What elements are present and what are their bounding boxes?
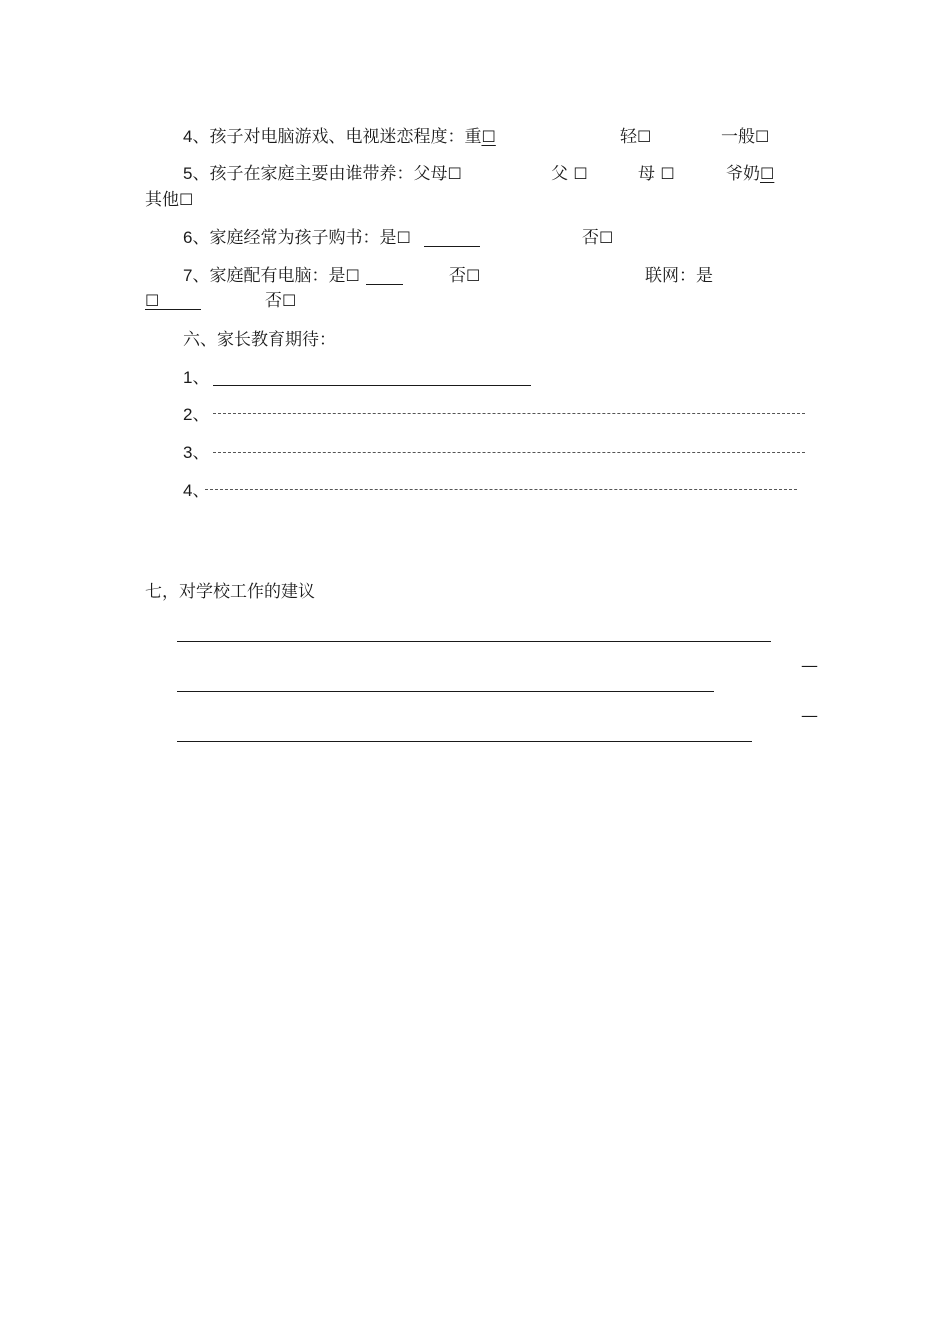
q7-internet-no-label: 否 <box>265 291 282 311</box>
q7-internet-yes-checkbox[interactable]: ☐ <box>145 291 160 310</box>
q4-option-light <box>620 127 651 147</box>
expectation-item-3-number: 3 <box>183 443 193 462</box>
q4-text: 、孩子对电脑游戏、电视迷恋程度： <box>192 127 465 147</box>
suggestion-dash-1: — <box>801 656 818 676</box>
expectation-item-3-sep: 、 <box>192 443 210 463</box>
expectation-item-1-number: 1 <box>183 368 193 387</box>
suggestion-dash-2: — <box>801 706 818 726</box>
q5-option-father-checkbox[interactable]: ☐ <box>573 164 588 183</box>
expectation-item-4-number: 4 <box>183 481 193 500</box>
q7-text: 、家庭配有电脑： <box>192 266 329 286</box>
q7-internet-yes-box <box>145 291 159 311</box>
q5-option-other <box>145 190 193 210</box>
q5-option-grandparents-checkbox[interactable]: ☐ <box>760 164 775 183</box>
q5-option-mother-checkbox[interactable]: ☐ <box>660 164 675 183</box>
q7-line <box>183 266 360 286</box>
q4-number: 4 <box>183 127 193 146</box>
q5-option-other-label: 其他 <box>145 190 179 210</box>
q4-option-heavy-label: 重 <box>464 127 482 147</box>
q6-text: 、家庭经常为孩子购书： <box>192 228 380 248</box>
q4-option-medium-checkbox[interactable]: ☐ <box>755 127 770 146</box>
q7-option-no-checkbox[interactable]: ☐ <box>466 266 481 285</box>
q6-line <box>183 228 411 248</box>
q7-internet-yes-underline <box>145 309 201 310</box>
q7-internet-no-checkbox[interactable]: ☐ <box>282 291 297 310</box>
q6-number: 6 <box>183 228 193 247</box>
q6-option-no <box>582 228 613 248</box>
q7-number: 7 <box>183 266 193 285</box>
q7-yes-underline <box>366 284 403 285</box>
q5-option-mother <box>638 164 675 184</box>
suggestion-input-3[interactable] <box>177 741 752 742</box>
q7-option-no <box>449 266 480 286</box>
q7-option-yes-label: 是 <box>328 266 346 286</box>
q5-option-father-label: 父 <box>551 164 568 184</box>
q7-internet <box>645 266 713 286</box>
q5-option-grandparents <box>726 164 774 184</box>
q6-option-no-label: 否 <box>582 228 599 248</box>
expectation-input-2[interactable] <box>213 413 805 414</box>
expectation-item-2-sep: 、 <box>192 405 210 425</box>
q7-internet-label: 联网： <box>645 266 696 286</box>
q4-option-light-checkbox[interactable]: ☐ <box>637 127 652 146</box>
q5-option-father <box>551 164 588 184</box>
expectation-input-1[interactable] <box>213 385 531 386</box>
q5-option-mother-label: 母 <box>638 164 655 184</box>
q4-option-light-label: 轻 <box>620 127 637 147</box>
q7-internet-no <box>265 291 296 311</box>
q5-number: 5 <box>183 164 193 183</box>
q7-internet-yes-label: 是 <box>696 266 713 286</box>
expectation-item-3 <box>183 443 209 463</box>
q5-option-other-checkbox[interactable]: ☐ <box>179 190 194 209</box>
q6-yes-underline <box>424 246 480 247</box>
q4-line <box>183 127 496 147</box>
q6-option-yes-label: 是 <box>379 228 397 248</box>
q7-option-yes-checkbox[interactable]: ☐ <box>345 266 360 285</box>
expectation-item-4-sep: 、 <box>192 481 210 501</box>
q5-option-grandparents-label: 爷奶 <box>726 164 760 184</box>
q4-option-heavy-checkbox[interactable]: ☐ <box>481 127 496 146</box>
expectation-input-3[interactable] <box>213 452 805 453</box>
expectation-input-4[interactable] <box>205 489 797 490</box>
suggestion-input-2[interactable] <box>177 691 714 692</box>
section6-title: 六、家长教育期待： <box>183 330 336 350</box>
q5-text: 、孩子在家庭主要由谁带养： <box>192 164 414 184</box>
q6-option-yes-checkbox[interactable]: ☐ <box>396 228 411 247</box>
q4-option-medium-label: 一般 <box>721 127 755 147</box>
suggestion-input-1[interactable] <box>177 641 771 642</box>
q5-option-parents-checkbox[interactable]: ☐ <box>447 164 462 183</box>
q5-line <box>183 164 462 184</box>
q6-option-no-checkbox[interactable]: ☐ <box>599 228 614 247</box>
expectation-item-1-sep: 、 <box>192 368 210 388</box>
q4-option-medium <box>721 127 769 147</box>
section7-title: 七，对学校工作的建议 <box>145 582 315 602</box>
expectation-item-2-number: 2 <box>183 405 193 424</box>
expectation-item-1 <box>183 368 209 388</box>
q5-option-parents-label: 父母 <box>413 164 448 184</box>
expectation-item-2 <box>183 405 209 425</box>
expectation-item-4 <box>183 481 209 501</box>
q7-option-no-label: 否 <box>449 266 466 286</box>
